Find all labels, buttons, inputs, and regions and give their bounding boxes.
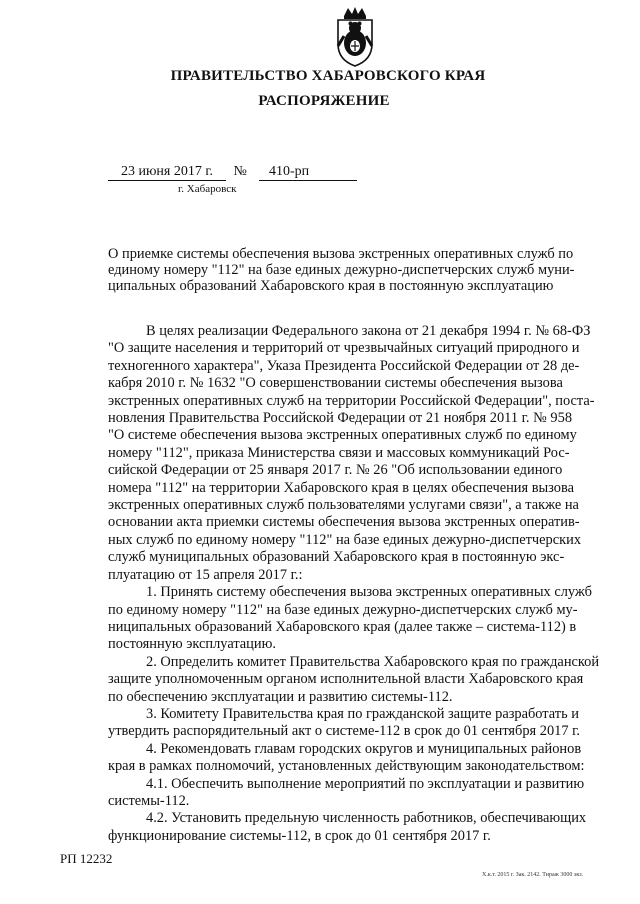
document-dateline bbox=[108, 164, 357, 181]
body-line: служб муниципальных образований Хабаровского края в постоянную экс- bbox=[108, 549, 565, 566]
body-line: кабря 2010 г. № 1632 "О совершенствовании системы обеспечения вызова bbox=[108, 375, 563, 392]
government-title: ПРАВИТЕЛЬСТВО ХАБАРОВСКОГО КРАЯ bbox=[170, 68, 486, 84]
item-1-line: по единому номеру "112" на базе единых дежурно-диспетчерских служб му- bbox=[108, 601, 578, 618]
document-subject bbox=[108, 246, 618, 294]
subject-line: единому номеру "112" на базе единых дежурно-диспетчерских служб муни- bbox=[108, 262, 575, 278]
document-type-title: РАСПОРЯЖЕНИЕ bbox=[258, 93, 390, 109]
body-line: экстренных оперативных служб на территории Российской Федерации", поста- bbox=[108, 392, 595, 409]
body-line: "О защите населения и территорий от чрезвычайных ситуаций природного и bbox=[108, 340, 580, 357]
body-line: основании акта приемки системы обеспечения вызова экстренных оператив- bbox=[108, 514, 580, 531]
item-2-line: по обеспечению эксплуатации и развитию системы-112. bbox=[108, 688, 453, 705]
subject-line: О приемке системы обеспечения вызова экстренных оперативных служб по bbox=[108, 246, 574, 262]
item-2-line: 2. Определить комитет Правительства Хабаровского края по гражданской bbox=[146, 653, 600, 670]
print-info: Х.к.т. 2015 г. Зак. 2142. Тираж 3000 экз. bbox=[482, 872, 584, 878]
body-line: плуатацию от 15 апреля 2017 г.: bbox=[108, 566, 303, 583]
document-body bbox=[108, 323, 618, 845]
body-line: В целях реализации Федерального закона от 21 декабря 1994 г. № 68-ФЗ bbox=[146, 323, 591, 339]
khabarovsk-coat-of-arms-icon bbox=[324, 6, 386, 68]
item-1-line: постоянную эксплуатацию. bbox=[108, 636, 276, 653]
item-4-line: 4. Рекомендовать главам городских округов и муниципальных районов bbox=[146, 740, 582, 757]
body-line: сийской Федерации от 25 января 2017 г. № 26 "Об использовании единого bbox=[108, 462, 563, 479]
document-registry-id: РП 12232 bbox=[60, 851, 113, 866]
body-line: ных служб по единому номеру "112" на базе единых дежурно-диспетчерских bbox=[108, 531, 582, 548]
item-3-line: утвердить распорядительный акт о системе-112 в срок до 01 сентября 2017 г. bbox=[108, 723, 581, 740]
item-4-1-line: 4.1. Обеспечить выполнение мероприятий по эксплуатации и развитию bbox=[146, 775, 585, 792]
item-1-line: ниципальных образований Хабаровского края (далее также – система-112) в bbox=[108, 618, 577, 635]
body-line: экстренных оперативных служб пользователями услугами связи", а также на bbox=[108, 497, 579, 514]
body-line: номера "112" на территории Хабаровского края в целях обеспечения вызова bbox=[108, 479, 574, 496]
body-line: номеру "112", приказа Министерства связи и массовых коммуникаций Рос- bbox=[108, 444, 570, 461]
subject-line: ципальных образований Хабаровского края в постоянную эксплуатацию bbox=[108, 278, 554, 294]
body-line: новления Правительства Российской Федерации от 21 ноября 2011 г. № 958 bbox=[108, 410, 573, 427]
number-label: № bbox=[233, 164, 247, 179]
document-number: 410-рп bbox=[259, 164, 357, 181]
document-date: 23 июня 2017 г. bbox=[108, 164, 226, 181]
issue-city: г. Хабаровск bbox=[178, 183, 237, 195]
body-line: "О системе обеспечения вызова экстренных оперативных служб по единому bbox=[108, 427, 577, 444]
item-2-line: защите уполномоченным органом исполнительной власти Хабаровского края bbox=[108, 671, 584, 688]
body-line: техногенного характера", Указа Президента Российской Федерации от 28 де- bbox=[108, 357, 580, 374]
item-4-1-line: системы-112. bbox=[108, 792, 190, 809]
item-4-line: края в рамках полномочий, установленных действующим законодательством: bbox=[108, 758, 585, 775]
item-4-2-line: 4.2. Установить предельную численность работников, обеспечивающих bbox=[146, 810, 587, 827]
item-1-line: 1. Принять систему обеспечения вызова экстренных оперативных служб bbox=[146, 584, 592, 601]
item-3-line: 3. Комитету Правительства края по гражданской защите разработать и bbox=[146, 705, 579, 722]
item-4-2-line: функционирование системы-112, в срок до 01 сентября 2017 г. bbox=[108, 827, 491, 844]
